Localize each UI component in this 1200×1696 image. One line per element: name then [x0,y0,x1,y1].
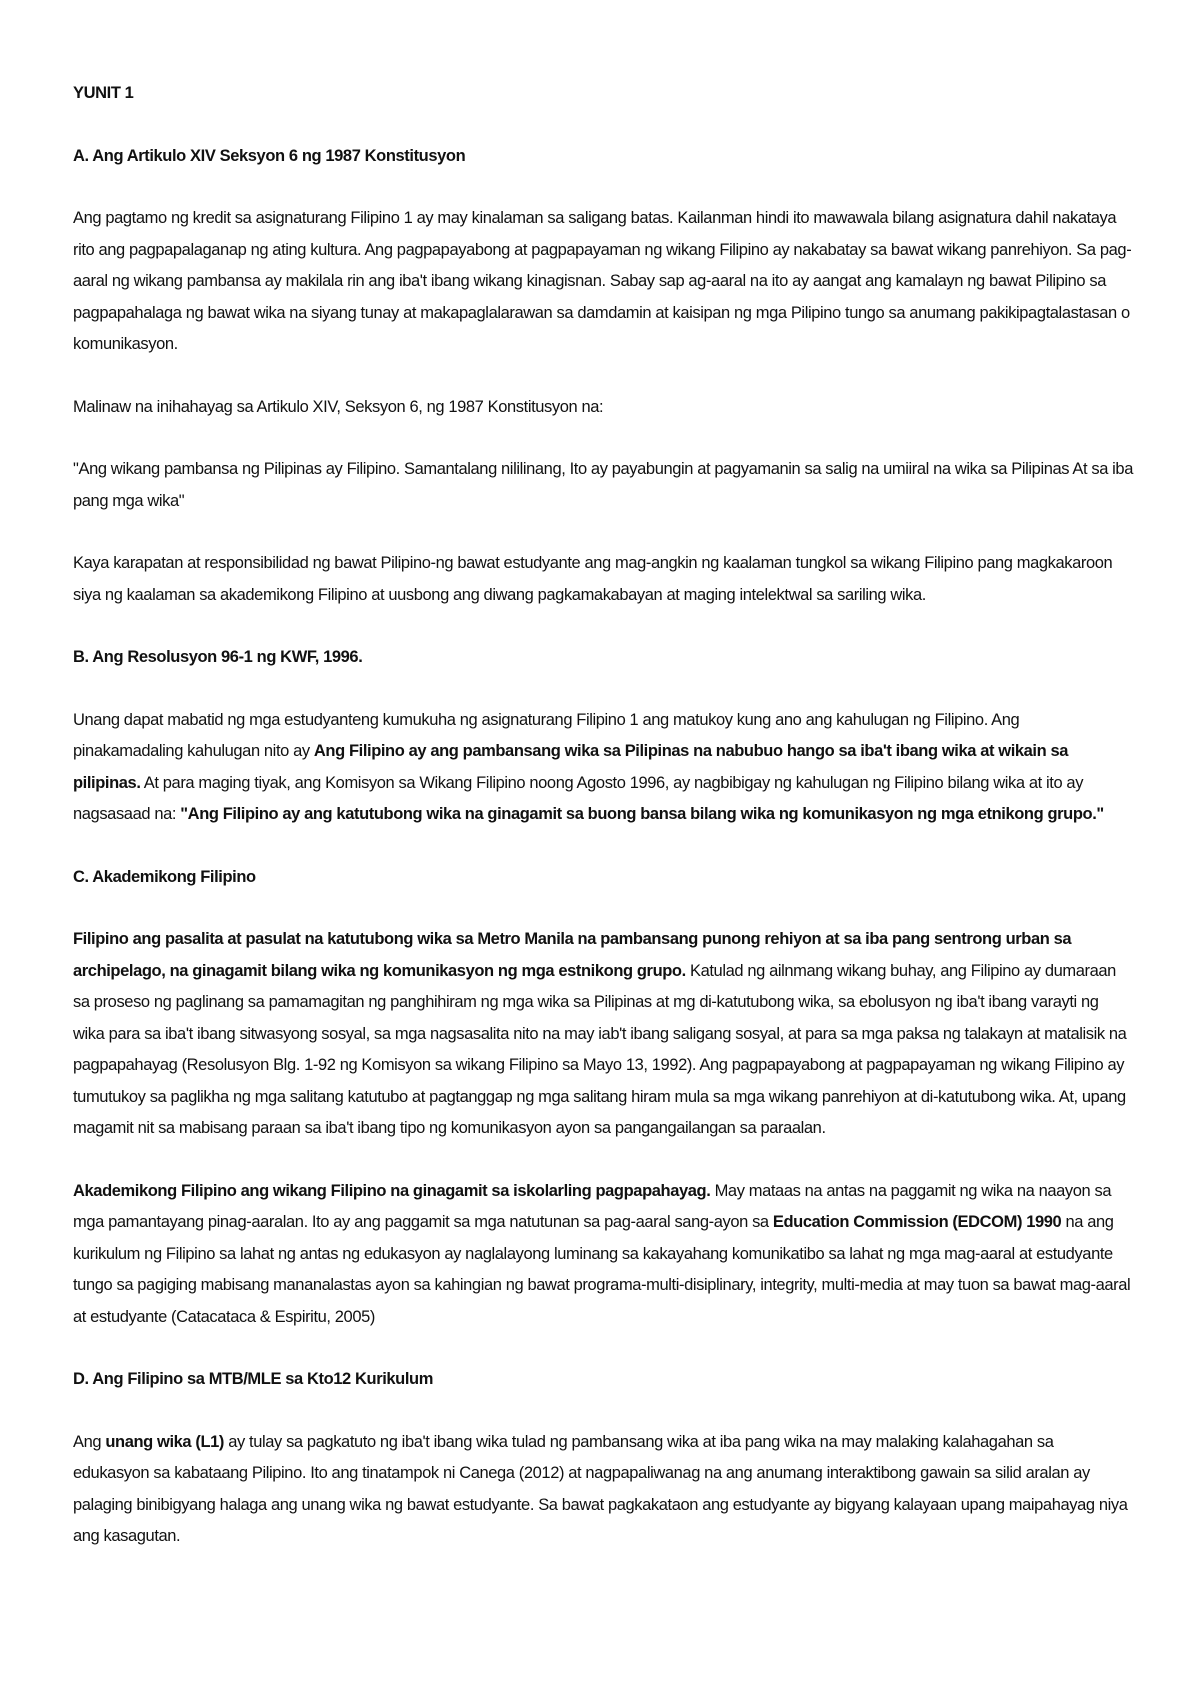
section-d-bold-l1: unang wika (L1) [105,1432,225,1451]
section-c-text-1: Katulad ng ailnmang wikang buhay, ang Filipino ay dumaraan sa proseso ng paglinang sa pamamagitan ng panghihiram ng mga wika sa Pilipinas at mg di-katutubong wika, sa ebolusyon ng iba't ibang varayti ng wika para sa iba't ibang sitwasyong sosyal, sa mga nagsasalita nito na may iab't ibang saligang sosyal, at para sa mga paksa ng talakayn at matalisik na pagpapahayag (Resolusyon Blg. 1-92 ng Komisyon sa wikang Filipino sa Mayo 13, 1992). Ang pagpapayabong at pagpapayaman ng wikang Filipino ay tumutukoy sa paglikha ng mga salitang katutubo at pagtanggap ng mga salitang hiram mula sa mga wikang panrehiyon at di-katutubong wika. At, upang magamit nit sa mabisang paraan sa iba't ibang tipo ng komunikasyon ayon sa pangangailangan sa paraalan. [73,961,1127,1137]
section-a-paragraph-2: Malinaw na inihahayag sa Artikulo XIV, Seksyon 6, ng 1987 Konstitusyon na: [73,397,604,416]
section-c-text-2: May mataas na antas na paggamit ng wika na naayon sa mga pamantayang pinag-aaralan. Ito ay ang paggamit sa mga natutunan sa pag-aaral sang-ayon sa [73,1181,1112,1231]
section-b-paragraph-1 [73,705,1133,831]
unit-title: YUNIT 1 [73,84,134,102]
section-c-bold-definition: Filipino ang pasalita at pasulat na katutubong wika sa Metro Manila na pambansang punong rehiyon at sa iba pang sentrong urban sa archipelago, na ginagamit bilang wika ng komunikasyon ng mga estnikong grupo. [73,930,1072,980]
section-d-heading: D. Ang Filipino sa MTB/MLE sa Kto12 Kurikulum [73,1370,433,1388]
section-d-text-2: ay tulay sa pagkatuto ng iba't ibang wika tulad ng pambansang wika at iba pang wika na may malaking kalahagahan sa edukasyon sa kabataang Pilipino. Ito ang tinatampok ni Canega (2012) at nagpapaliwanag na ang anumang interaktibong gawain sa silid aralan ay palaging binibigyang halaga ang unang wika ng bawat estudyante. Sa bawat pagkakataon ang estudyante ay bigyang kalayaan upang maipahayag niya ang kasagutan. [73,1432,1128,1545]
section-c-text-3: na ang kurikulum ng Filipino sa lahat ng antas ng edukasyon ay naglalayong luminang sa kakayahang komunikatibo sa lahat ng mga mag-aaral at estudyante tungo sa pagiging mabisang mananalastas ayon sa kahingian ng bawat programa-multi-disiplinary, integrity, multi-media at may tuon sa bawat mag-aaral at estudyante (Catacataca & Espiritu, 2005) [73,1213,1131,1326]
section-c-bold-academic: Akademikong Filipino ang wikang Filipino na ginagamit sa iskolarling pagpapahayag. [73,1181,711,1200]
section-b-bold-definition: Ang Filipino ay ang pambansang wika sa Pilipinas na nabubuo hango sa iba't ibang wika at wikain sa pilipinas. [73,742,1069,792]
section-a-heading: A. Ang Artikulo XIV Seksyon 6 ng 1987 Konstitusyon [73,146,466,165]
section-c-heading: C. Akademikong Filipino [73,867,256,886]
section-c-bold-edcom: Education Commission (EDCOM) 1990 [772,1213,1062,1231]
section-b-text-1: Unang dapat mabatid ng mga estudyanteng kumukuha ng asignaturang Filipino 1 ang matukoy kung ano ang kahulugan ng Filipino. Ang pinakamadaling kahulugan nito ay [73,710,1020,760]
section-d-text-1: Ang [73,1432,106,1451]
section-b-text-2: At para maging tiyak, ang Komisyon sa Wikang Filipino noong Agosto 1996, ay nagbibigay ng kahulugan ng Filipino bilang wika at ito ay nagsasaad na: [73,773,1084,823]
section-b-heading: B. Ang Resolusyon 96-1 ng KWF, 1996. [73,648,363,666]
section-a-quote: "Ang wikang pambansa ng Pilipinas ay Filipino. Samantalang nililinang, Ito ay payabungin at pagyamanin sa salig na umiiral na wika sa Pilipinas At sa iba pang mga wika" [73,460,1133,510]
section-a-paragraph-4: Kaya karapatan at responsibilidad ng bawat Pilipino-ng bawat estudyante ang mag-angkin ng kaalaman tungkol sa wikang Filipino pang magkakaroon siya ng kaalaman sa akademikong Filipino at uusbong ang diwang pagkamakabayan at maging intelektwal sa sariling wika. [73,554,1113,604]
section-c-paragraph-2 [73,1176,1133,1334]
section-a-paragraph-1: Ang pagtamo ng kredit sa asignaturang Filipino 1 ay may kinalaman sa saligang batas. Kailanman hindi ito mawawala bilang asignatura dahil nakataya rito ang pagpapalaganap ng ating kultura. Ang pagpapayabong at pagpapayaman ng wikang Filipino ay nakabatay sa bawat wikang panrehiyon. Sa pag-aaral ng wikang pambansa ay makilala rin ang iba't ibang wikang kinagisnan. Sabay sap ag-aaral na ito ay aangat ang kamalayn ng bawat Pilipino sa pagpapahalaga ng bawat wika na siyang tunay at makapaglalarawan sa damdamin at kaisipan ng mga Pilipino tungo sa anumang pakikipagtalastasan o komunikasyon. [73,209,1132,353]
section-b-bold-quote: "Ang Filipino ay ang katutubong wika na ginagamit sa buong bansa bilang wika ng komunikasyon ng mga etnikong grupo." [180,805,1104,823]
section-c-paragraph-1 [73,924,1133,1145]
section-d-paragraph-1 [73,1427,1133,1553]
document-body [73,78,1133,1584]
